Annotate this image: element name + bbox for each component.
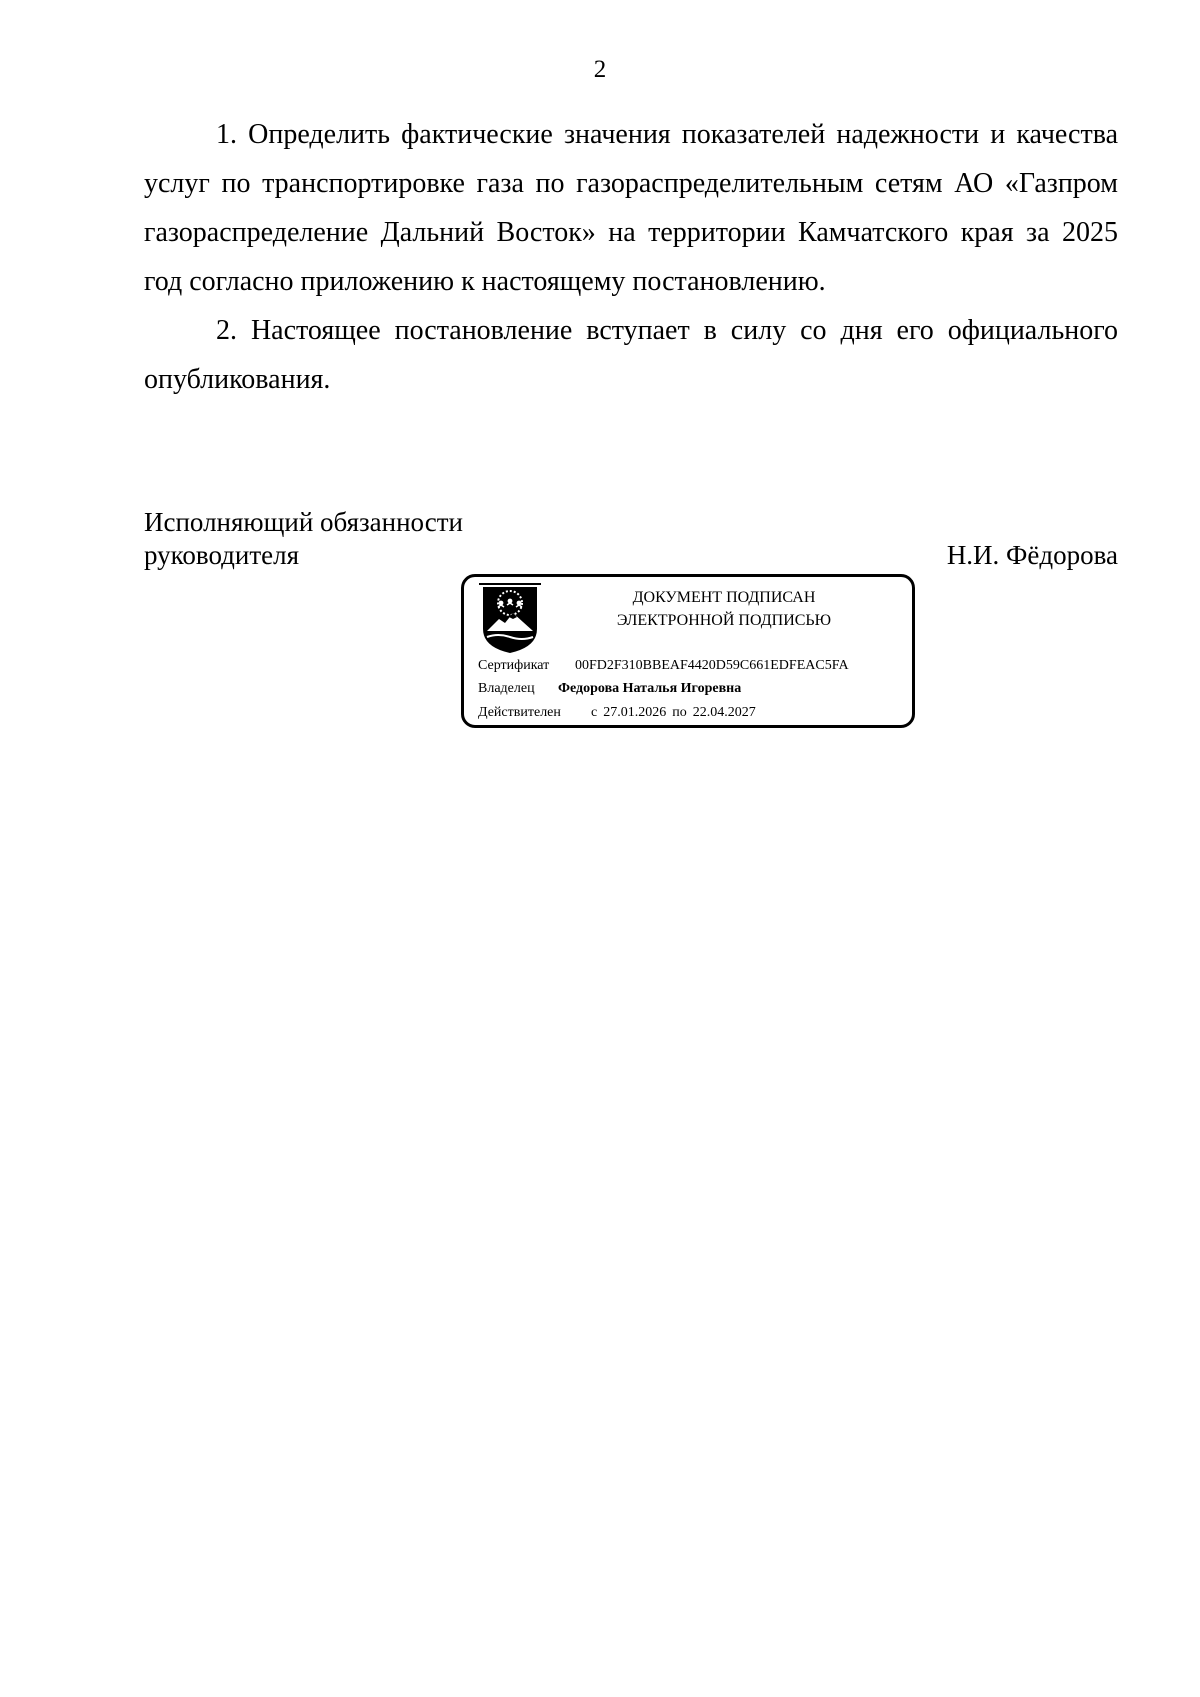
- signatory-position-line-1: Исполняющий обязанности: [144, 507, 463, 537]
- paragraph-2: 2. Настоящее постановление вступает в силу со дня его официального опубликования.: [144, 315, 1118, 395]
- stamp-title: [559, 586, 889, 632]
- certificate-label: Сертификат: [478, 658, 550, 673]
- signatory-position-line-2: руководителя: [144, 540, 300, 570]
- owner-label: Владелец: [478, 681, 535, 696]
- owner-value: Федорова Наталья Игоревна: [558, 681, 742, 696]
- signatory-position: [144, 506, 463, 572]
- valid-from-date: 27.01.2026: [603, 705, 667, 720]
- paragraph-1: 1. Определить фактические значения показателей надежности и качества услуг по транспортировке газа по газораспределительным сетям АО «Газпром газораспределение Дальний Восток» на территории Камчатского края за 2025 год согласно приложению к настоящему постановлению.: [144, 119, 1118, 297]
- page-number: 2: [593, 56, 607, 83]
- valid-from-prefix: с: [591, 705, 598, 720]
- validity-label: Действителен: [478, 705, 561, 720]
- document-body: [144, 110, 1118, 404]
- electronic-signature-stamp: [461, 574, 915, 728]
- stamp-title-line-2: ЭЛЕКТРОННОЙ ПОДПИСЬЮ: [616, 612, 832, 629]
- stamp-owner-row: [478, 681, 741, 697]
- stamp-title-line-1: ДОКУМЕНТ ПОДПИСАН: [632, 589, 816, 606]
- stamp-validity-row: [478, 705, 756, 721]
- valid-to-prefix: по: [672, 705, 687, 720]
- certificate-value: 00FD2F310BBEAF4420D59C661EDFEAC5FA: [575, 658, 849, 673]
- stamp-certificate-row: [478, 658, 849, 674]
- kamchatka-coat-of-arms-icon: [479, 583, 541, 655]
- valid-to-date: 22.04.2027: [692, 705, 756, 720]
- signatory-name: Н.И. Фёдорова: [946, 540, 1118, 570]
